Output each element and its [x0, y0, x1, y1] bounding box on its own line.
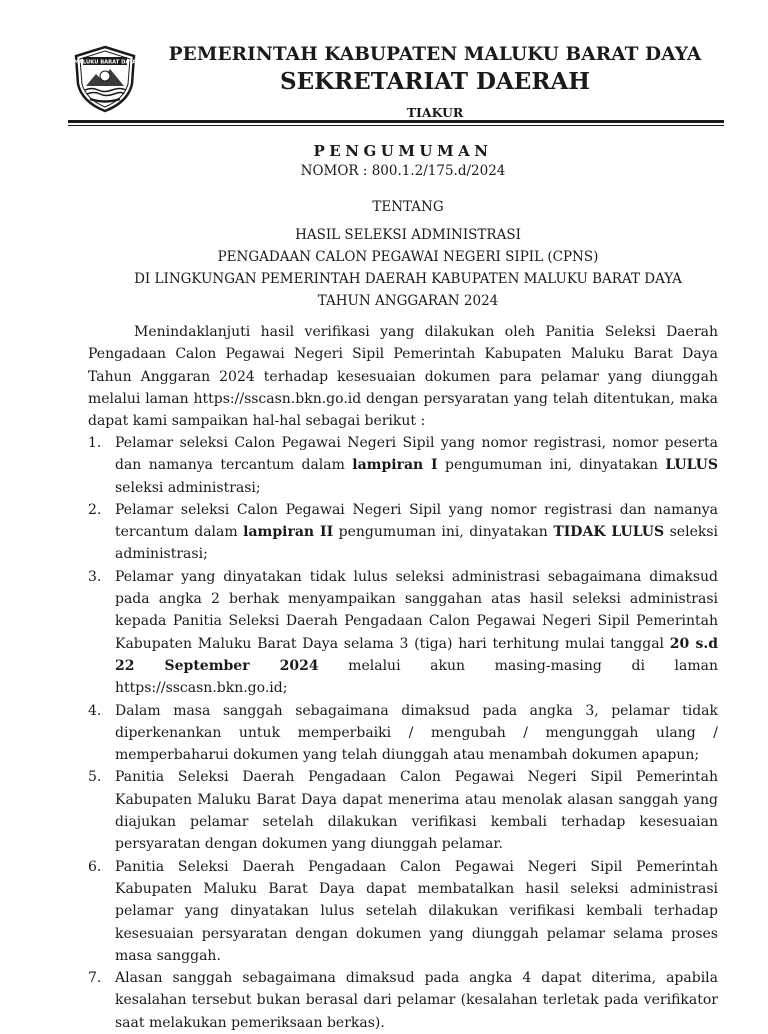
emphasized-text: lampiran II [243, 524, 334, 541]
emphasized-text: lampiran I [352, 457, 438, 474]
list-item-text: Dalam masa sanggah sebagaimana dimaksud pada angka 3, pelamar tidak diperkenankan untuk memperbaiki / mengubah / mengunggah ulang / memperbaharui dokumen yang telah diunggah atau menambah dokumen apapun; [115, 702, 718, 764]
letterhead-city: TIAKUR [406, 105, 464, 120]
list-item-text: pengumuman ini, dinyatakan [333, 524, 554, 541]
list-item-text: Pelamar seleksi Calon Pegawai Negeri Sipil yang nomor registrasi, nomor peserta dan namanya tercantum dalam [115, 435, 718, 474]
list-item-text: seleksi administrasi; [115, 479, 261, 496]
list-item [88, 856, 718, 967]
list-item-text: Panitia Seleksi Daerah Pengadaan Calon Pegawai Negeri Sipil Pemerintah Kabupaten Maluku Barat Daya dapat menerima atau menolak alasan sanggah yang diajukan pelamar setelah dilakukan verifikasi kembali terhadap kesesuaian persyaratan dengan dokumen yang diunggah pelamar. [115, 769, 718, 853]
list-item-text: Panitia Seleksi Daerah Pengadaan Calon Pegawai Negeri Sipil Pemerintah Kabupaten Maluku Barat Daya dapat membatalkan hasil seleksi administrasi pelamar yang dinyatakan lulus setelah dilakukan verifikasi kembali terhadap kesesuaian persyaratan dengan dokumen yang diunggah pelamar selama proses masa sanggah. [115, 858, 718, 964]
announcement-tentang: TENTANG [372, 199, 444, 215]
letterhead-divider-thin [68, 125, 724, 126]
list-item [88, 432, 718, 499]
list-item-number: 5. [88, 769, 102, 786]
list-item [88, 700, 718, 767]
subject-line: DI LINGKUNGAN PEMERINTAH DAERAH KABUPATEN MALUKU BARAT DAYA [134, 271, 682, 287]
subject-line: PENGADAAN CALON PEGAWAI NEGERI SIPIL (CPNS) [217, 249, 599, 265]
logo-lettering: MALUKU BARAT DAYA [73, 59, 137, 66]
list-item-text: Alasan sanggah sebagaimana dimaksud pada angka 4 dapat diterima, apabila kesalahan tersebut bukan berasal dari pelamar (kesalahan terletak pada verifikator saat melakukan pemeriksaan berkas). [115, 970, 718, 1031]
letterhead-divider-thick [68, 120, 724, 123]
letterhead-government-name: PEMERINTAH KABUPATEN MALUKU BARAT DAYA [168, 44, 702, 65]
emphasized-text: LULUS [665, 457, 718, 474]
regency-emblem-logo [70, 44, 140, 114]
announcement-subject [80, 224, 736, 312]
subject-line: HASIL SELEKSI ADMINISTRASI [295, 227, 521, 243]
list-item-text: Pelamar yang dinyatakan tidak lulus seleksi administrasi sebagaimana dimaksud pada angka 2 berhak menyampaikan sanggahan atas hasil seleksi administrasi kepada Panitia Seleksi Daerah Pengadaan Calon Pegawai Negeri Sipil Pemerintah Kabupaten Maluku Barat Daya selama 3 (tiga) hari terhitung mulai tanggal [115, 568, 718, 652]
list-item-number: 7. [88, 970, 102, 987]
announcement-number: NOMOR : 800.1.2/175.d/2024 [300, 163, 506, 179]
list-item-number: 3. [88, 568, 102, 585]
list-item-text: Pelamar seleksi Calon Pegawai Negeri Sipil yang nomor registrasi dan namanya tercantum dalam [115, 501, 718, 541]
emphasized-text: 20 s.d 22 September 2024 [115, 635, 718, 674]
list-item-text: melalui akun masing-masing di laman https://sscasn.bkn.go.id; [115, 657, 718, 697]
list-item [88, 766, 718, 855]
announcement-title: PENGUMUMAN [313, 142, 493, 160]
list-item-number: 6. [88, 858, 102, 875]
list-item-text: seleksi administrasi; [115, 524, 718, 563]
list-item [88, 499, 718, 566]
list-item-text: pengumuman ini, dinyatakan [437, 457, 666, 474]
subject-line: TAHUN ANGGARAN 2024 [317, 293, 499, 309]
letterhead-office-name: SEKRETARIAT DAERAH [279, 68, 591, 95]
list-item [88, 566, 718, 700]
intro-paragraph: Menindaklanjuti hasil verifikasi yang dilakukan oleh Panitia Seleksi Daerah Pengadaan Calon Pegawai Negeri Sipil Pemerintah Kabupaten Maluku Barat Daya Tahun Anggaran 2024 terhadap kesesuaian dokumen para pelamar yang diunggah melalui laman https://sscasn.bkn.go.id dengan persyaratan yang telah ditentukan, maka dapat kami sampaikan hal-hal sebagai berikut : [88, 324, 718, 430]
emphasized-text: TIDAK LULUS [553, 524, 665, 541]
list-item-number: 2. [88, 501, 102, 518]
announcement-points-list [88, 432, 718, 1034]
list-item-number: 4. [88, 702, 102, 719]
list-item-number: 1. [88, 435, 102, 451]
